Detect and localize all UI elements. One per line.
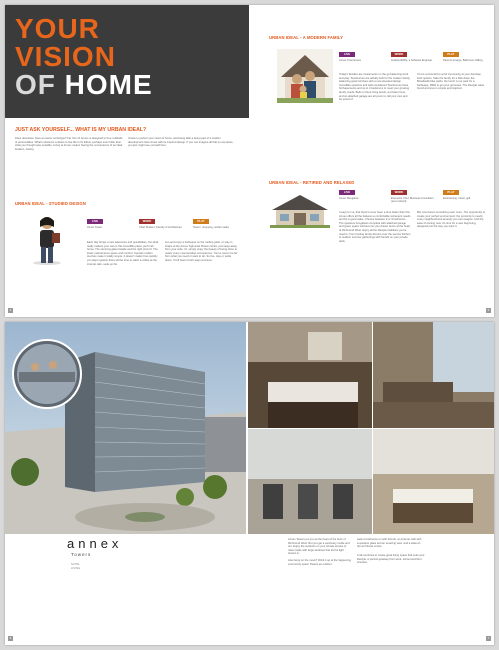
family-col-1: Today's families are investments on the go balancing work and play. Townhomes are artfully built for the modern family, balancing great furniture with a new elevated design. Incredible spacious and well-considered Townhomes have full basements and up to 4 bedrooms to meet your growing family needs. Built on three living levels, a private home, and an attached garage are all yours to call your own and be proud of. bbox=[339, 73, 411, 102]
retired-col-1: It says to me, that there's never been a time better than this. Annex offers all the features a comfortable retirement needs and for a good value. Choose between 2 or 3 bedrooms. The spacious bungalows complete with attached garage and green space will become your dream home at the heart of Richmond West. Enjoy all the lifestyle traditions you're used to, from hosting family dinners over the service kitchen to outdoor summer gatherings with friends on your private deck. bbox=[339, 211, 411, 243]
family-photo bbox=[277, 49, 333, 103]
page-number: 6 bbox=[9, 636, 12, 640]
retired-tag-live: LIVE bbox=[339, 190, 355, 195]
retired-sub-live: Annex Bungalow bbox=[339, 197, 359, 200]
intro-col-1: Does downtown have an owner archetype? Far from it! Annex is designed to fit a multitude of personalities. What's shared is a desire to live life to its fullest, perhaps even fuller than what you thought was possible. Living at Annex means having the convenience of an ideal location, having bbox=[15, 137, 123, 151]
brochure-spread-bottom bbox=[5, 322, 494, 645]
family-tag-live: LIVE bbox=[339, 52, 355, 57]
family-tag-work: WORK bbox=[391, 52, 407, 57]
family-heading: URBAN IDEAL - A MODERN FAMILY bbox=[269, 35, 344, 40]
family-col-2: You're connected to a full community at your doorstep, both options. Take the family for a bike down the Boardwalk bike paths, the lunch in our park for a barbeque, RMH to get your groceries. The lifestyle value found at Annex is simple and inspired. bbox=[417, 73, 485, 91]
brochure-spread-top bbox=[5, 5, 494, 317]
interior-photo-suite bbox=[373, 429, 494, 534]
interior-photo-living bbox=[373, 322, 494, 428]
interior-photo-fitness bbox=[248, 429, 372, 534]
retired-sub-play: Entertaining, travel, golf bbox=[443, 197, 471, 200]
family-sub-play: Parents at large, Bathroom chilling bbox=[443, 59, 483, 62]
brand-meta-1: SUITE bbox=[71, 562, 80, 566]
studied-sub-play: Tavern, shopping, social media bbox=[193, 226, 229, 229]
studied-tag-work: WORK bbox=[139, 219, 155, 224]
studied-sub-work: Chief Student, Faculty of Architecture bbox=[139, 226, 182, 229]
brand-meta-2: LIVING bbox=[71, 566, 81, 570]
retired-photo bbox=[270, 192, 330, 228]
hero-line-2: VISION bbox=[15, 41, 116, 72]
retired-tag-play: PLAY bbox=[443, 190, 459, 195]
page-number: 4 bbox=[9, 308, 12, 312]
hero-line-3-of: OF bbox=[15, 69, 56, 100]
retired-heading: URBAN IDEAL - RETIRED AND RELAXED bbox=[269, 180, 355, 185]
studied-col-2: sun and enjoy a barbeque on the rooftop patio, or stay in shape at the Annex high-level fitness centre, just steps away from your suite. Or, simply enjoy the beauty of being close to nearly every cosmopolitan convenience. You've never too far from what you need or want to do. So live, stay or settle down. You'll have it both ways at Annex. bbox=[165, 241, 238, 262]
family-tag-play: PLAY bbox=[443, 52, 459, 57]
family-sub-live: Annex Townhomes bbox=[339, 59, 361, 62]
retired-sub-work: Executive Chef, Business Consultant (semi-retired) bbox=[391, 197, 434, 204]
retired-col-2: But now there's something even more. The opportunity to create your perfect environment: the proximity to nearly every neighbourhood amenity you can imagine. And the ease of owning new. It's time for a new beginning, designed just the way you want it. bbox=[417, 211, 486, 229]
studied-heading: URBAN IDEAL - STUDIED DESIGN bbox=[15, 201, 86, 206]
studied-col-1: Each day brings a new adventure and possibilities, but what really matters your own is this incredible place you'll call home. The stunning glass facade and the right price fit. The lower-maintenance space and comfort. Special modern touches make it totally simple. It doesn't matter how quickly you slept upward, there will be time to catch a coffee at the internet cafe, soak up the bbox=[87, 241, 159, 266]
hero-title bbox=[15, 15, 153, 99]
studied-photo bbox=[25, 213, 69, 265]
hero-banner bbox=[5, 5, 249, 118]
page-number: 7 bbox=[487, 636, 490, 640]
interior-photo-kitchen bbox=[248, 322, 372, 428]
hero-line-1: YOUR bbox=[15, 13, 100, 44]
studied-sub-live: Annex Tower bbox=[87, 226, 102, 229]
intro-col-2: choice to perfect your vision of home, and being able a being part of a modern development that comes with its inspired design. If you can imagine all that is now place, you just might see yourself here. bbox=[128, 137, 234, 148]
annex-towers-label: Towers bbox=[71, 552, 92, 557]
annex-logo: annex bbox=[67, 536, 123, 551]
studied-tag-live: LIVE bbox=[87, 219, 103, 224]
studied-tag-play: PLAY bbox=[193, 219, 209, 224]
retired-tag-work: WORK bbox=[391, 190, 407, 195]
intro-heading: JUST ASK YOURSELF... WHAT IS MY URBAN IDEAL? bbox=[15, 127, 147, 133]
bottom-col-2a: patio to barbecue on with friends, an internet café with expansive glass and an amazing view, and a state-of-the-art fitness centre. bbox=[357, 538, 422, 549]
tower-rendering bbox=[5, 322, 246, 534]
bottom-col-2b: It all combines to create great living space that suits your lifestyle. A perfect getaway from work, school and life's stresses. bbox=[357, 554, 425, 565]
bottom-col-1b: Like being on the move? Work it up at the happening community space Towers an outdoor bbox=[288, 559, 351, 566]
hero-line-3-home: HOME bbox=[64, 69, 153, 100]
family-sub-work: Husband/Wife, a Software Engineer bbox=[391, 59, 433, 62]
page-number: 5 bbox=[487, 308, 490, 312]
bottom-col-1a: Annex Towers put you at the heart of the buzz of Richmond West. But you get a sanctuary inside and out. Enjoy the outdoors on your private terrace or relax inside with large windows that let the light stream in. bbox=[288, 538, 350, 556]
